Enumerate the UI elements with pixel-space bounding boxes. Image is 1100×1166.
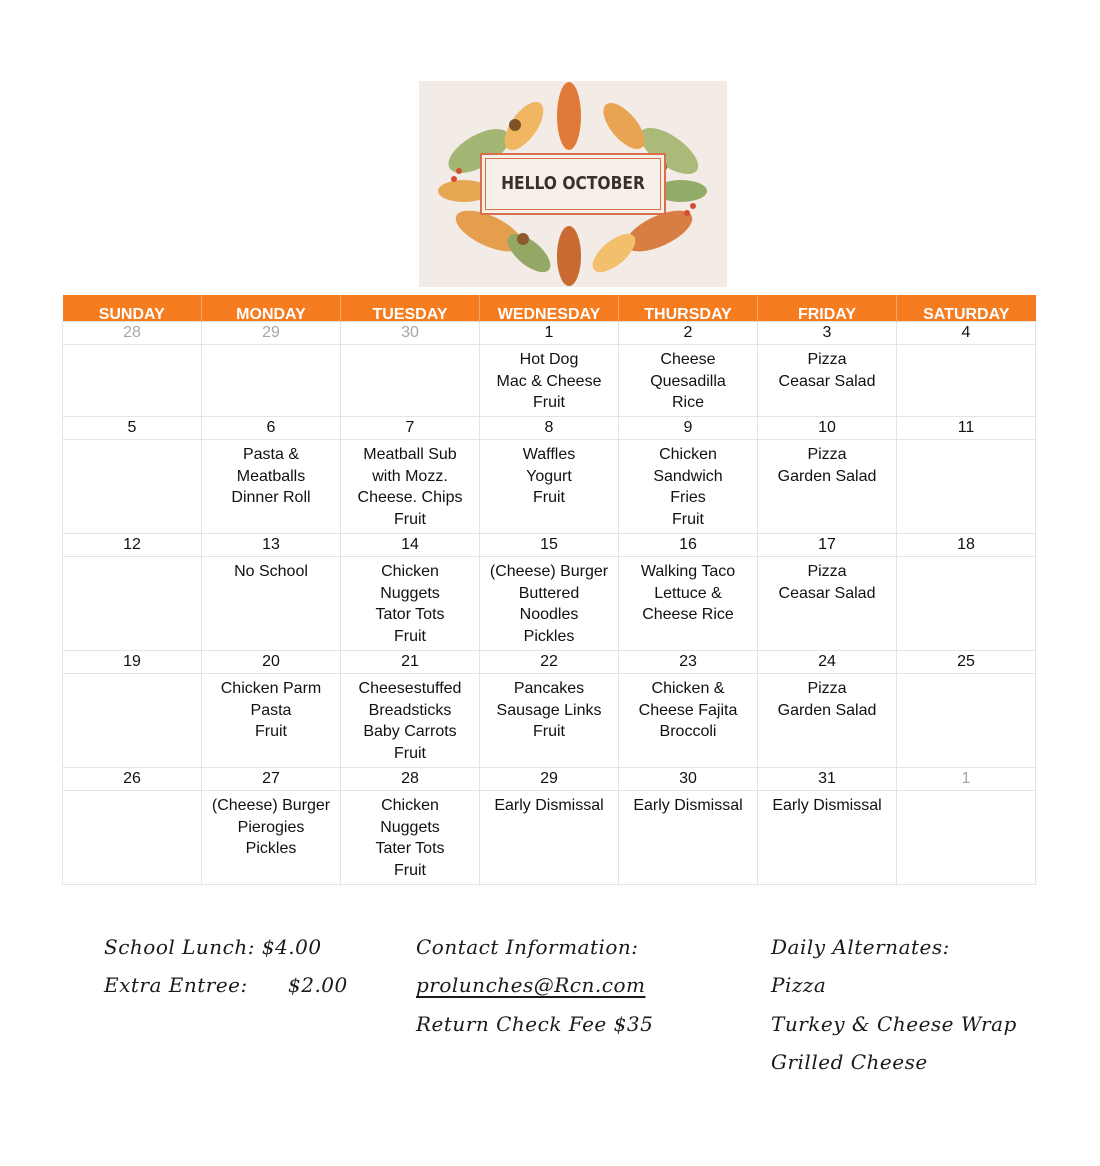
menu-cell <box>341 345 480 417</box>
date-cell: 6 <box>202 417 341 440</box>
menu-cell: Chicken Sandwich Fries Fruit <box>619 440 758 534</box>
alternates-heading: Daily Alternates: <box>771 935 950 959</box>
menu-cell: Cheesestuffed Breadsticks Baby Carrots Fruit <box>341 674 480 768</box>
date-cell: 5 <box>63 417 202 440</box>
menu-cell: (Cheese) Burger Pierogies Pickles <box>202 791 341 885</box>
menu-cell: Chicken & Cheese Fajita Broccoli <box>619 674 758 768</box>
weekday-header: MONDAY <box>202 295 341 322</box>
menu-cell: Pancakes Sausage Links Fruit <box>480 674 619 768</box>
weekday-header: SATURDAY <box>897 295 1036 322</box>
date-cell: 25 <box>897 651 1036 674</box>
weekday-header: SUNDAY <box>63 295 202 322</box>
date-cell: 10 <box>758 417 897 440</box>
date-row <box>63 651 1036 674</box>
menu-cell <box>63 791 202 885</box>
date-cell: 17 <box>758 534 897 557</box>
weekday-header: WEDNESDAY <box>480 295 619 322</box>
date-cell: 30 <box>619 768 758 791</box>
date-cell: 7 <box>341 417 480 440</box>
menu-cell: Early Dismissal <box>480 791 619 885</box>
return-check-fee: Return Check Fee $35 <box>416 1012 654 1036</box>
date-cell: 20 <box>202 651 341 674</box>
menu-cell: Meatball Sub with Mozz. Cheese. Chips Fruit <box>341 440 480 534</box>
date-cell: 16 <box>619 534 758 557</box>
extra-entree-label: Extra Entree: <box>104 973 248 997</box>
date-row <box>63 768 1036 791</box>
date-cell: 12 <box>63 534 202 557</box>
menu-cell: Hot Dog Mac & Cheese Fruit <box>480 345 619 417</box>
date-cell: 22 <box>480 651 619 674</box>
menu-cell: No School <box>202 557 341 651</box>
hello-october-banner <box>419 81 727 287</box>
menu-cell: Chicken Nuggets Tater Tots Fruit <box>341 791 480 885</box>
date-cell: 4 <box>897 322 1036 345</box>
menu-cell <box>897 791 1036 885</box>
banner-title: HELLO OCTOBER <box>501 173 645 194</box>
date-cell: 29 <box>202 322 341 345</box>
lunch-calendar <box>62 295 1036 885</box>
menu-cell: Waffles Yogurt Fruit <box>480 440 619 534</box>
menu-cell: Cheese Quesadilla Rice <box>619 345 758 417</box>
menu-cell: Pasta & Meatballs Dinner Roll <box>202 440 341 534</box>
alternate-item: Pizza <box>771 973 827 997</box>
date-cell: 26 <box>63 768 202 791</box>
menu-cell <box>63 345 202 417</box>
date-row <box>63 322 1036 345</box>
menu-cell <box>897 557 1036 651</box>
contact-email-link[interactable]: prolunches@Rcn.com <box>416 973 646 997</box>
menu-row <box>63 440 1036 534</box>
weekday-header: FRIDAY <box>758 295 897 322</box>
menu-cell: Pizza Garden Salad <box>758 440 897 534</box>
menu-row <box>63 791 1036 885</box>
date-cell: 23 <box>619 651 758 674</box>
menu-cell <box>202 345 341 417</box>
date-cell: 28 <box>63 322 202 345</box>
date-cell: 14 <box>341 534 480 557</box>
date-cell: 1 <box>897 768 1036 791</box>
school-lunch-price: School Lunch: $4.00 <box>104 935 322 959</box>
menu-cell <box>63 440 202 534</box>
menu-cell <box>63 674 202 768</box>
date-cell: 3 <box>758 322 897 345</box>
menu-cell <box>63 557 202 651</box>
weekday-header: THURSDAY <box>619 295 758 322</box>
date-cell: 9 <box>619 417 758 440</box>
date-cell: 13 <box>202 534 341 557</box>
menu-cell <box>897 440 1036 534</box>
menu-cell: Early Dismissal <box>758 791 897 885</box>
menu-cell: Early Dismissal <box>619 791 758 885</box>
date-row <box>63 417 1036 440</box>
weekday-header-row <box>63 295 1036 322</box>
date-cell: 8 <box>480 417 619 440</box>
menu-cell <box>897 674 1036 768</box>
date-cell: 30 <box>341 322 480 345</box>
menu-cell: Pizza Ceasar Salad <box>758 345 897 417</box>
menu-cell: Pizza Garden Salad <box>758 674 897 768</box>
date-cell: 29 <box>480 768 619 791</box>
date-cell: 24 <box>758 651 897 674</box>
date-row <box>63 534 1036 557</box>
date-cell: 21 <box>341 651 480 674</box>
date-cell: 27 <box>202 768 341 791</box>
date-cell: 15 <box>480 534 619 557</box>
menu-row <box>63 345 1036 417</box>
menu-cell: Walking Taco Lettuce & Cheese Rice <box>619 557 758 651</box>
date-cell: 28 <box>341 768 480 791</box>
menu-cell: (Cheese) Burger Buttered Noodles Pickles <box>480 557 619 651</box>
banner-frame <box>480 153 666 215</box>
menu-cell: Chicken Parm Pasta Fruit <box>202 674 341 768</box>
alternate-item: Turkey & Cheese Wrap <box>771 1012 1017 1036</box>
date-cell: 31 <box>758 768 897 791</box>
menu-cell: Chicken Nuggets Tator Tots Fruit <box>341 557 480 651</box>
date-cell: 1 <box>480 322 619 345</box>
date-cell: 2 <box>619 322 758 345</box>
date-cell: 18 <box>897 534 1036 557</box>
contact-heading: Contact Information: <box>416 935 639 959</box>
date-cell: 11 <box>897 417 1036 440</box>
menu-row <box>63 557 1036 651</box>
weekday-header: TUESDAY <box>341 295 480 322</box>
menu-row <box>63 674 1036 768</box>
extra-entree-price: $2.00 <box>288 973 348 997</box>
alternate-item: Grilled Cheese <box>771 1050 928 1074</box>
menu-cell <box>897 345 1036 417</box>
menu-cell: Pizza Ceasar Salad <box>758 557 897 651</box>
date-cell: 19 <box>63 651 202 674</box>
